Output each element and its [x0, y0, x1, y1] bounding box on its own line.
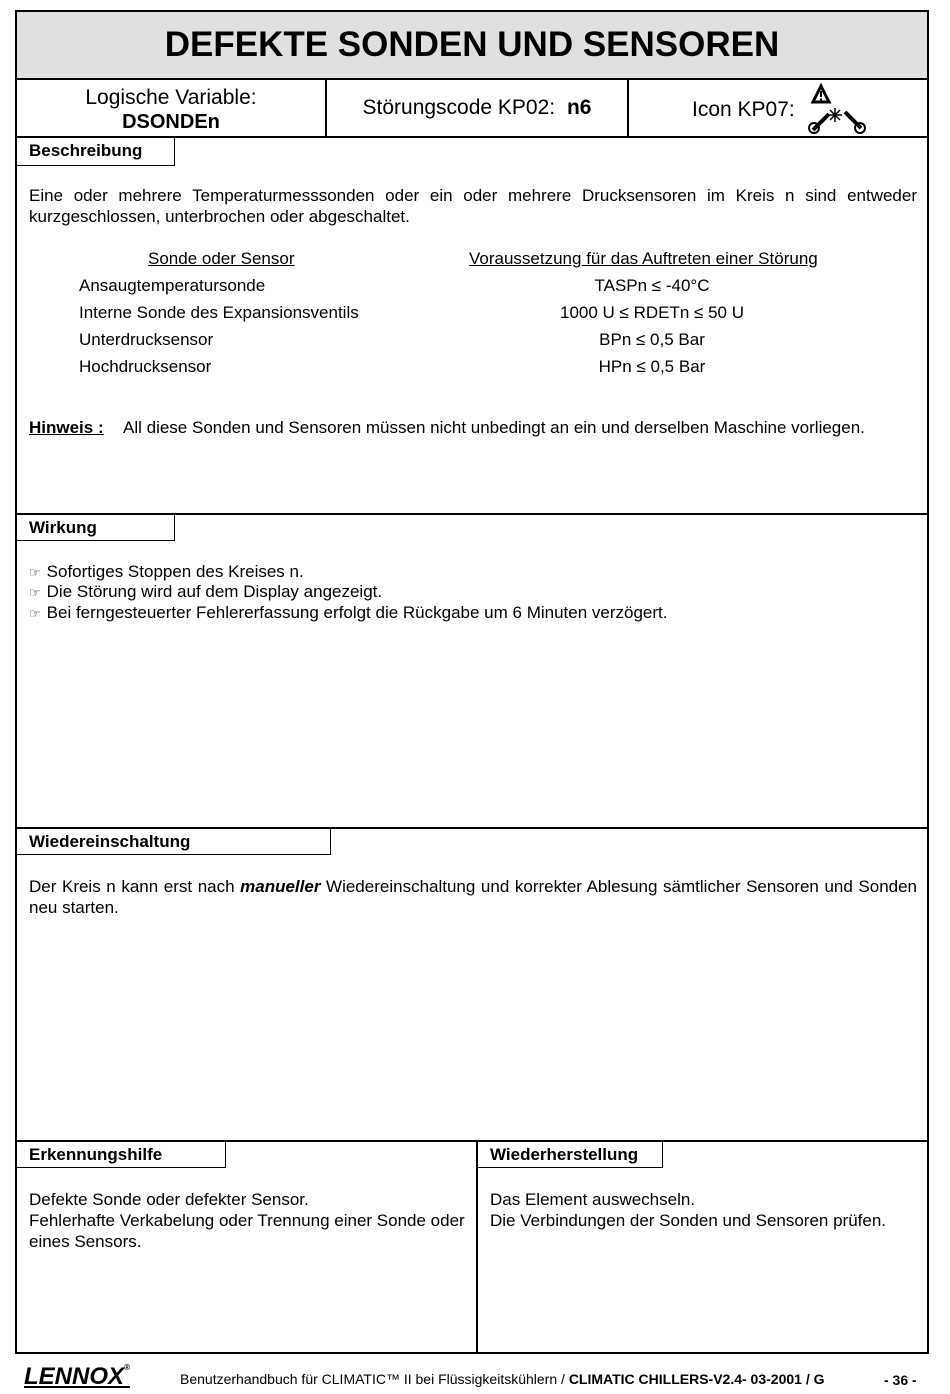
section-heading-wiedereinschaltung: Wiedereinschaltung	[17, 829, 331, 855]
section-heading-beschreibung: Beschreibung	[17, 138, 175, 166]
section-heading-wiederherstellung: Wiederherstellung	[478, 1142, 663, 1168]
restart-text: Der Kreis n kann erst nach manueller Wiedereinschaltung und korrekter Ablesung sämtlicher Sensoren und Sonden neu starten.	[29, 877, 918, 917]
hint-text: All diese Sonden und Sensoren müssen nicht unbedingt an ein und derselben Maschine vorliegen.	[123, 418, 865, 437]
table-row-sensor: Interne Sonde des Expansionsventils	[79, 303, 359, 322]
page-title: DEFEKTE SONDEN UND SENSOREN	[17, 12, 927, 80]
table-row-sensor: Unterdrucksensor	[79, 330, 214, 349]
list-item: ☞ Die Störung wird auf dem Display angezeigt.	[29, 582, 383, 601]
pointing-hand-icon: ☞	[29, 565, 41, 580]
sensor-column-header: Sonde oder Sensor	[148, 249, 295, 268]
list-item: ☞ Bei ferngesteuerter Fehlererfassung erfolgt die Rückgabe um 6 Minuten verzögert.	[29, 603, 668, 622]
lennox-logo: LENNOX®	[24, 1363, 130, 1390]
restore-text: Das Element auswechseln. Die Verbindungen der Sonden und Sensoren prüfen.	[490, 1190, 887, 1230]
hint-label: Hinweis :	[29, 418, 104, 437]
pointing-hand-icon: ☞	[29, 585, 41, 600]
table-row-sensor: Ansaugtemperatursonde	[79, 276, 266, 295]
footer-text: Benutzerhandbuch für CLIMATIC™ II bei Flüssigkeitskühlern / CLIMATIC CHILLERS-V2.4- 03-2001 / G	[180, 1371, 825, 1387]
column-divider	[476, 1141, 478, 1354]
header-row	[17, 80, 927, 138]
icon-label: Icon KP07:	[692, 98, 795, 121]
table-row-condition: BPn ≤ 0,5 Bar	[599, 330, 705, 349]
description-text: Eine oder mehrere Temperaturmesssonden oder ein oder mehrere Drucksensoren im Kreis n sind entweder kurzgeschlossen, unterbrochen oder abgeschaltet.	[29, 186, 917, 226]
pointing-hand-icon: ☞	[29, 606, 41, 621]
page-number: - 36 -	[884, 1372, 917, 1388]
section-heading-erkennungshilfe: Erkennungshilfe	[17, 1142, 226, 1168]
list-item: ☞ Sofortiges Stoppen des Kreises n.	[29, 562, 304, 581]
table-row-condition: HPn ≤ 0,5 Bar	[598, 357, 706, 376]
logical-variable	[17, 86, 325, 134]
fault-code	[327, 96, 627, 120]
condition-column-header: Voraussetzung für das Auftreten einer Störung	[469, 249, 818, 268]
alarm-probe-icon	[805, 82, 867, 136]
table-row-sensor: Hochdrucksensor	[79, 357, 212, 376]
fault-code-value: n6	[566, 96, 592, 119]
logical-variable-label: Logische Variable:	[85, 86, 257, 109]
fault-code-label: Störungscode KP02:	[362, 96, 556, 119]
section-heading-wirkung: Wirkung	[17, 515, 175, 541]
table-row-condition: TASPn ≤ -40°C	[594, 276, 710, 295]
logical-variable-value: DSONDEn	[122, 111, 220, 133]
table-row-condition: 1000 U ≤ RDETn ≤ 50 U	[559, 303, 744, 322]
diagnosis-text: Defekte Sonde oder defekter Sensor. Fehlerhafte Verkabelung oder Trennung einer Sonde oder eines Sensors.	[29, 1190, 465, 1251]
